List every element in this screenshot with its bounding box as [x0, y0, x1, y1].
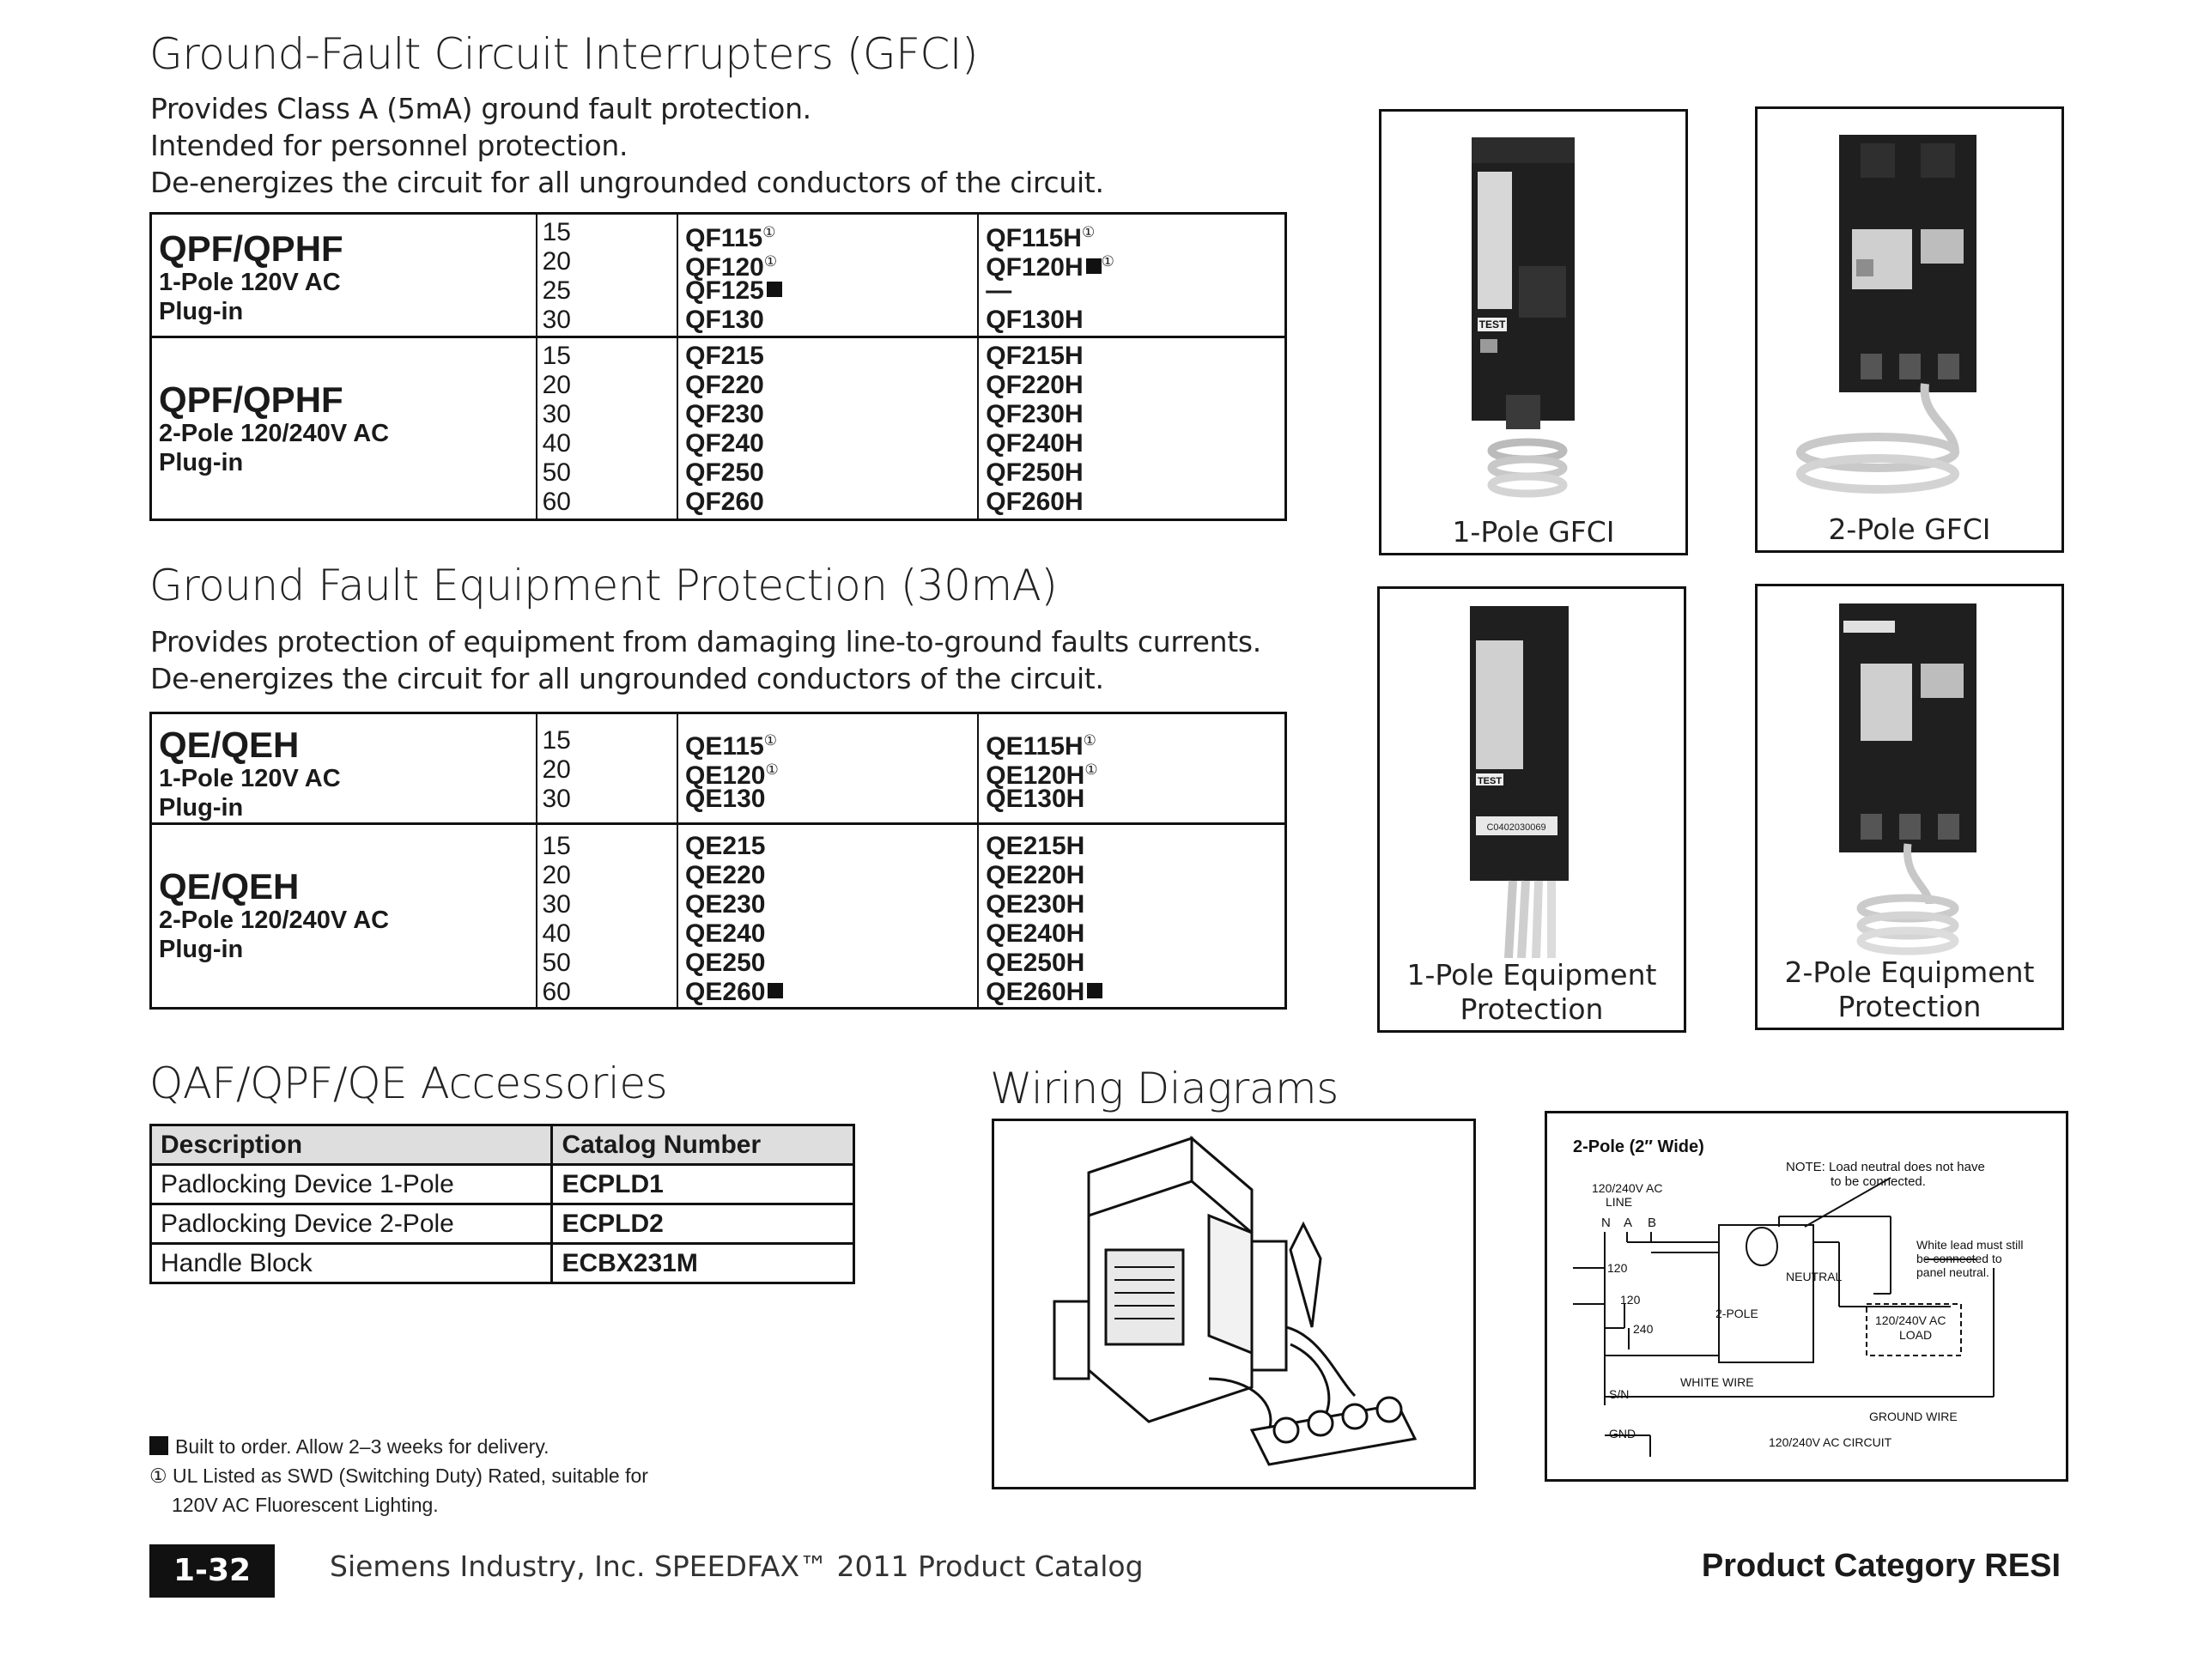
- white-lead-note: panel neutral.: [1916, 1265, 1989, 1279]
- catalog-number: QE215H: [986, 832, 1085, 860]
- pole-label: 2-POLE: [1715, 1307, 1758, 1320]
- catalog-number: QE215: [685, 832, 766, 860]
- gfep-table: [149, 712, 1287, 1010]
- table-row: [151, 214, 1286, 337]
- catalog-number: QF115H: [986, 224, 1082, 252]
- white-wire-label: WHITE WIRE: [1680, 1375, 1754, 1389]
- amp-value: 15: [542, 218, 571, 246]
- voltage-label: 120: [1607, 1261, 1628, 1275]
- accessories-title: QAF/QPF/QE Accessories: [149, 1058, 668, 1108]
- photo-caption-line: Protection: [1837, 990, 1982, 1023]
- catalog-number: QE115: [685, 732, 764, 761]
- circuit-label: 120/240V AC CIRCUIT: [1769, 1435, 1892, 1449]
- phase-label: B: [1648, 1216, 1657, 1230]
- catalog-number: QE240H: [986, 919, 1085, 948]
- amp-value: 15: [542, 832, 571, 860]
- wiring-illustration: [992, 1119, 1476, 1489]
- footer-catalog-title: Siemens Industry, Inc. SPEEDFAX™ 2011 Product Catalog: [330, 1550, 1144, 1583]
- catalog-a-cell: [677, 337, 978, 520]
- catalog-number: QE120H: [986, 761, 1085, 790]
- line-label: 120/240V AC: [1592, 1181, 1663, 1195]
- footnote-built-to-order: [149, 1432, 550, 1461]
- footnote-swd: [149, 1461, 648, 1490]
- amp-value: 20: [542, 861, 571, 889]
- photo-caption: [1758, 955, 2061, 1024]
- series-spec: 2-Pole 120/240V AC: [159, 420, 390, 447]
- table-row: [151, 1165, 854, 1204]
- page-number: 1-32: [149, 1544, 275, 1598]
- swd-mark: ①: [763, 253, 778, 270]
- gfci-table: [149, 212, 1287, 521]
- catalog-number: QE230: [685, 890, 766, 919]
- built-to-order-mark: [1087, 983, 1102, 998]
- footnote-text: UL Listed as SWD (Switching Duty) Rated, suitable for: [173, 1465, 648, 1487]
- photo-caption: 2-Pole GFCI: [1828, 512, 1991, 546]
- catalog-number: QE120: [685, 761, 766, 790]
- white-lead-note: be connected to: [1916, 1252, 2002, 1265]
- test-button-label: TEST: [1477, 776, 1503, 786]
- series-spec: Plug-in: [159, 449, 244, 476]
- catalog-number: QE250H: [986, 949, 1085, 977]
- catalog-number: QF260: [685, 488, 764, 516]
- catalog-number: QE220H: [986, 861, 1085, 889]
- catalog-number: QE130: [685, 785, 766, 813]
- swd-mark: ①: [1083, 732, 1096, 749]
- series-name: QPF/QPHF: [159, 228, 343, 269]
- photo-caption-line: 2-Pole Equipment: [1784, 955, 2035, 989]
- series-cell: [151, 214, 537, 337]
- catalog-number: QE240: [685, 919, 766, 948]
- photo-caption: [1380, 958, 1684, 1027]
- photo-1-pole-gfci: [1379, 109, 1688, 555]
- catalog-number: QE260H: [986, 978, 1085, 1006]
- amp-value: 60: [542, 488, 571, 516]
- gfep-intro-line: Provides protection of equipment from damaging line-to-ground faults currents.: [150, 625, 1261, 658]
- neutral-label: NEUTRAL: [1786, 1270, 1843, 1283]
- amps-cell: [537, 713, 678, 824]
- footnote-text: Built to order. Allow 2–3 weeks for delivery.: [175, 1435, 550, 1458]
- catalog-number: QF240: [685, 429, 764, 458]
- sn-label: S/N: [1609, 1387, 1630, 1401]
- table-row: [151, 1204, 854, 1244]
- swd-mark: ①: [1081, 224, 1096, 240]
- series-name: QE/QEH: [159, 725, 300, 765]
- amps-cell: [537, 214, 678, 337]
- phase-label: N: [1601, 1216, 1611, 1230]
- test-button-label: TEST: [1478, 318, 1506, 331]
- breaker-wiring-illustration: [994, 1121, 1473, 1487]
- series-spec: 2-Pole 120/240V AC: [159, 907, 390, 934]
- accessories-table: [149, 1124, 855, 1284]
- swd-mark: ①: [149, 1465, 167, 1487]
- schematic-note: NOTE: Load neutral does not have: [1786, 1160, 1985, 1174]
- footer-category: Product Category RESI: [1701, 1548, 2061, 1584]
- catalog-a-cell: [677, 824, 978, 1009]
- accessory-description: Padlocking Device 2-Pole: [151, 1204, 552, 1244]
- gfci-intro-line: Provides Class A (5mA) ground fault protection.: [150, 92, 811, 125]
- catalog-number: QE115H: [986, 732, 1084, 761]
- built-to-order-mark: [1086, 258, 1102, 274]
- photo-2-pole-equipment-protection: [1755, 584, 2064, 1030]
- amps-cell: [537, 824, 678, 1009]
- catalog-number: QF215: [685, 342, 764, 370]
- catalog-b-cell: [978, 214, 1285, 337]
- built-to-order-mark: [149, 1436, 168, 1455]
- amp-value: 40: [542, 429, 571, 458]
- catalog-number: QF250H: [986, 458, 1084, 487]
- table-row: [151, 337, 1286, 520]
- catalog-a-cell: [677, 713, 978, 824]
- catalog-number: QF120H: [986, 253, 1084, 282]
- catalog-a-cell: [677, 214, 978, 337]
- breaker-2-pole-eqp-image: [1758, 586, 2061, 955]
- wiring-title: Wiring Diagrams: [990, 1064, 1339, 1113]
- amp-value: 50: [542, 458, 571, 487]
- gfep-title: Ground Fault Equipment Protection (30mA): [149, 561, 1058, 610]
- catalog-number: QF220H: [986, 371, 1084, 399]
- photo-1-pole-equipment-protection: [1377, 586, 1686, 1033]
- amp-value: 15: [542, 342, 571, 370]
- catalog-number: QF215H: [986, 342, 1084, 370]
- schematic-2-pole: [1547, 1113, 2066, 1479]
- series-spec: Plug-in: [159, 298, 244, 325]
- series-cell: [151, 337, 537, 520]
- catalog-b-cell: [978, 713, 1285, 824]
- swd-mark: ①: [763, 732, 778, 749]
- voltage-label: 240: [1633, 1322, 1654, 1336]
- schematic-note: to be connected.: [1831, 1174, 1926, 1189]
- catalog-number: QF230: [685, 400, 764, 428]
- table-row: [151, 824, 1286, 1009]
- gfci-intro: [150, 90, 1104, 201]
- series-name: QE/QEH: [159, 866, 300, 907]
- voltage-label: 120: [1620, 1293, 1641, 1307]
- catalog-number: QE220: [685, 861, 766, 889]
- gfep-intro: [150, 623, 1261, 697]
- accessory-description: Padlocking Device 1-Pole: [151, 1165, 552, 1204]
- breaker-1-pole-gfci-image: [1381, 112, 1685, 506]
- accessory-catalog: ECPLD2: [552, 1204, 854, 1244]
- load-label: LOAD: [1899, 1328, 1933, 1342]
- catalog-number: QF220: [685, 371, 764, 399]
- amps-cell: [537, 337, 678, 520]
- series-spec: 1-Pole 120V AC: [159, 765, 341, 792]
- swd-mark: ①: [765, 761, 779, 778]
- accessory-description: Handle Block: [151, 1244, 552, 1283]
- amp-value: 25: [542, 276, 571, 305]
- catalog-number: QE250: [685, 949, 766, 977]
- accessory-catalog: ECBX231M: [552, 1244, 854, 1283]
- ground-wire-label: GROUND WIRE: [1869, 1410, 1958, 1423]
- load-label: 120/240V AC: [1875, 1313, 1946, 1327]
- catalog-number: QE130H: [986, 785, 1085, 813]
- catalog-b-cell: [978, 824, 1285, 1009]
- catalog-number: QE260: [685, 978, 766, 1006]
- amp-value: 40: [542, 919, 571, 948]
- catalog-number: QF130H: [986, 306, 1084, 334]
- gfci-intro-line: Intended for personnel protection.: [150, 129, 628, 162]
- amp-value: 30: [542, 400, 571, 428]
- swd-mark: ①: [1101, 253, 1114, 270]
- amp-value: 30: [542, 306, 571, 334]
- breaker-2-pole-gfci-image: [1758, 109, 2061, 504]
- amp-value: 15: [542, 726, 571, 755]
- gnd-label: GND: [1609, 1427, 1636, 1440]
- serial-label: C0402030069: [1486, 822, 1546, 833]
- series-spec: Plug-in: [159, 936, 244, 963]
- schematic-heading: 2-Pole (2″ Wide): [1573, 1137, 1704, 1156]
- catalog-number: QF250: [685, 458, 764, 487]
- photo-caption-line: 1-Pole Equipment: [1406, 958, 1657, 992]
- accessory-catalog: ECPLD1: [552, 1165, 854, 1204]
- column-header: Catalog Number: [552, 1125, 854, 1165]
- photo-2-pole-gfci: [1755, 106, 2064, 553]
- amp-value: 20: [542, 755, 571, 784]
- catalog-b-cell: [978, 337, 1285, 520]
- series-cell: [151, 713, 537, 824]
- gfep-intro-line: De-energizes the circuit for all ungrounded conductors of the circuit.: [150, 662, 1104, 695]
- breaker-1-pole-eqp-image: [1380, 589, 1684, 958]
- amp-value: 30: [542, 785, 571, 813]
- white-lead-note: White lead must still: [1916, 1238, 2024, 1252]
- catalog-number: QF125: [685, 276, 764, 305]
- built-to-order-mark: [767, 282, 782, 297]
- catalog-number: QF240H: [986, 429, 1084, 458]
- catalog-number: QE230H: [986, 890, 1085, 919]
- gfci-intro-line: De-energizes the circuit for all ungrounded conductors of the circuit.: [150, 166, 1104, 199]
- wiring-schematic: [1545, 1111, 2068, 1482]
- catalog-number: QF260H: [986, 488, 1084, 516]
- table-row: [151, 1244, 854, 1283]
- catalog-number: QF230H: [986, 400, 1084, 428]
- footnote-swd-continued: 120V AC Fluorescent Lighting.: [172, 1494, 439, 1516]
- photo-caption: 1-Pole GFCI: [1452, 515, 1615, 549]
- column-header: Description: [151, 1125, 552, 1165]
- catalog-number: QF130: [685, 306, 764, 334]
- line-label: LINE: [1606, 1195, 1633, 1209]
- table-row: [151, 713, 1286, 824]
- series-spec: Plug-in: [159, 794, 244, 822]
- catalog-number: —: [986, 276, 1012, 305]
- swd-mark: ①: [762, 224, 776, 240]
- phase-label: A: [1624, 1216, 1633, 1230]
- series-cell: [151, 824, 537, 1009]
- series-name: QPF/QPHF: [159, 379, 343, 420]
- built-to-order-mark: [768, 983, 783, 998]
- amp-value: 20: [542, 247, 571, 276]
- gfci-title: Ground-Fault Circuit Interrupters (GFCI): [149, 29, 979, 79]
- photo-caption-line: Protection: [1460, 992, 1604, 1026]
- amp-value: 50: [542, 949, 571, 977]
- table-header-row: [151, 1125, 854, 1165]
- catalog-number: QF120: [685, 253, 764, 282]
- series-spec: 1-Pole 120V AC: [159, 269, 341, 296]
- catalog-number: QF115: [685, 224, 763, 252]
- amp-value: 20: [542, 371, 571, 399]
- swd-mark: ①: [1084, 761, 1098, 778]
- amp-value: 60: [542, 978, 571, 1006]
- amp-value: 30: [542, 890, 571, 919]
